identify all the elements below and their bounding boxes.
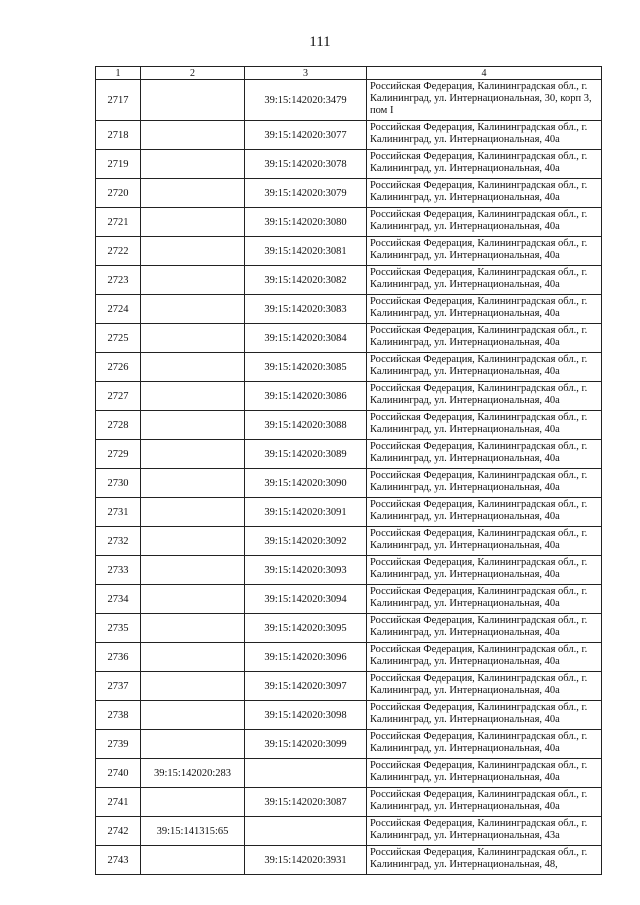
- premise-cadastral-cell: 39:15:142020:3097: [245, 672, 367, 701]
- address-cell: Российская Федерация, Калининградская обл., г. Калининград, ул. Интернациональная, 40а: [367, 324, 602, 353]
- table-row: [96, 730, 602, 759]
- table-row: [96, 440, 602, 469]
- building-cadastral-cell: [141, 353, 245, 382]
- page-number: 111: [309, 34, 331, 50]
- table-row: [96, 556, 602, 585]
- table-row: [96, 324, 602, 353]
- premise-cadastral-cell: 39:15:142020:3096: [245, 643, 367, 672]
- row-number-cell: 2733: [96, 556, 141, 585]
- table-row: [96, 701, 602, 730]
- address-cell: Российская Федерация, Калининградская обл., г. Калининград, ул. Интернациональная, 43а: [367, 817, 602, 846]
- address-cell: Российская Федерация, Калининградская обл., г. Калининград, ул. Интернациональная, 40а: [367, 527, 602, 556]
- address-cell: Российская Федерация, Калининградская обл., г. Калининград, ул. Интернациональная, 40а: [367, 353, 602, 382]
- building-cadastral-cell: [141, 788, 245, 817]
- building-cadastral-cell: [141, 846, 245, 875]
- address-cell: Российская Федерация, Калининградская обл., г. Калининград, ул. Интернациональная, 40а: [367, 237, 602, 266]
- row-number-cell: 2732: [96, 527, 141, 556]
- row-number-cell: 2742: [96, 817, 141, 846]
- address-cell: Российская Федерация, Калининградская обл., г. Калининград, ул. Интернациональная, 40а: [367, 382, 602, 411]
- row-number-cell: 2743: [96, 846, 141, 875]
- building-cadastral-cell: [141, 701, 245, 730]
- building-cadastral-cell: [141, 672, 245, 701]
- table-row: [96, 382, 602, 411]
- row-number-cell: 2735: [96, 614, 141, 643]
- table-row: [96, 527, 602, 556]
- table-row: [96, 585, 602, 614]
- table-row: [96, 179, 602, 208]
- building-cadastral-cell: [141, 556, 245, 585]
- premise-cadastral-cell: 39:15:142020:3080: [245, 208, 367, 237]
- address-cell: Российская Федерация, Калининградская обл., г. Калининград, ул. Интернациональная, 40а: [367, 556, 602, 585]
- premise-cadastral-cell: 39:15:142020:3094: [245, 585, 367, 614]
- building-cadastral-cell: [141, 121, 245, 150]
- address-cell: Российская Федерация, Калининградская обл., г. Калининград, ул. Интернациональная, 40а: [367, 469, 602, 498]
- table-row: [96, 846, 602, 875]
- row-number-cell: 2720: [96, 179, 141, 208]
- row-number-cell: 2719: [96, 150, 141, 179]
- row-number-cell: 2729: [96, 440, 141, 469]
- premise-cadastral-cell: 39:15:142020:3083: [245, 295, 367, 324]
- table-row: [96, 614, 602, 643]
- building-cadastral-cell: [141, 179, 245, 208]
- premise-cadastral-cell: 39:15:142020:3091: [245, 498, 367, 527]
- table-row: [96, 121, 602, 150]
- row-number-cell: 2723: [96, 266, 141, 295]
- building-cadastral-cell: [141, 266, 245, 295]
- row-number-cell: 2738: [96, 701, 141, 730]
- premise-cadastral-cell: 39:15:142020:3081: [245, 237, 367, 266]
- premise-cadastral-cell: 39:15:142020:3085: [245, 353, 367, 382]
- row-number-cell: 2731: [96, 498, 141, 527]
- address-cell: Российская Федерация, Калининградская обл., г. Калининград, ул. Интернациональная, 40а: [367, 208, 602, 237]
- table-row: [96, 788, 602, 817]
- table-row: [96, 150, 602, 179]
- table-row: [96, 208, 602, 237]
- address-cell: Российская Федерация, Калининградская обл., г. Калининград, ул. Интернациональная, 48,: [367, 846, 602, 875]
- building-cadastral-cell: [141, 80, 245, 121]
- table-row: [96, 80, 602, 121]
- premise-cadastral-cell: 39:15:142020:3084: [245, 324, 367, 353]
- row-number-cell: 2718: [96, 121, 141, 150]
- address-cell: Российская Федерация, Калининградская обл., г. Калининград, ул. Интернациональная, 40а: [367, 701, 602, 730]
- address-cell: Российская Федерация, Калининградская обл., г. Калининград, ул. Интернациональная, 40а: [367, 759, 602, 788]
- address-cell: Российская Федерация, Калининградская обл., г. Калининград, ул. Интернациональная, 40а: [367, 150, 602, 179]
- table-row: [96, 353, 602, 382]
- premise-cadastral-cell: 39:15:142020:3092: [245, 527, 367, 556]
- row-number-cell: 2728: [96, 411, 141, 440]
- row-number-cell: 2740: [96, 759, 141, 788]
- building-cadastral-cell: [141, 585, 245, 614]
- address-cell: Российская Федерация, Калининградская обл., г. Калининград, ул. Интернациональная, 30, корп 3, пом I: [367, 80, 602, 121]
- table-row: [96, 643, 602, 672]
- building-cadastral-cell: [141, 440, 245, 469]
- row-number-cell: 2725: [96, 324, 141, 353]
- address-cell: Российская Федерация, Калининградская обл., г. Калининград, ул. Интернациональная, 40а: [367, 788, 602, 817]
- address-cell: Российская Федерация, Калининградская обл., г. Калининград, ул. Интернациональная, 40а: [367, 121, 602, 150]
- building-cadastral-cell: [141, 295, 245, 324]
- table-row: [96, 411, 602, 440]
- address-cell: Российская Федерация, Калининградская обл., г. Калининград, ул. Интернациональная, 40а: [367, 730, 602, 759]
- premise-cadastral-cell: 39:15:142020:3079: [245, 179, 367, 208]
- row-number-cell: 2737: [96, 672, 141, 701]
- premise-cadastral-cell: 39:15:142020:3086: [245, 382, 367, 411]
- row-number-cell: 2721: [96, 208, 141, 237]
- premise-cadastral-cell: [245, 817, 367, 846]
- column-header-2: 2: [141, 67, 245, 80]
- building-cadastral-cell: [141, 324, 245, 353]
- premise-cadastral-cell: 39:15:142020:3090: [245, 469, 367, 498]
- column-header-1: 1: [96, 67, 141, 80]
- premise-cadastral-cell: 39:15:142020:3479: [245, 80, 367, 121]
- table-row: [96, 817, 602, 846]
- building-cadastral-cell: 39:15:141315:65: [141, 817, 245, 846]
- cadastral-table: [95, 66, 602, 875]
- table-row: [96, 759, 602, 788]
- premise-cadastral-cell: 39:15:142020:3087: [245, 788, 367, 817]
- building-cadastral-cell: [141, 382, 245, 411]
- row-number-cell: 2724: [96, 295, 141, 324]
- premise-cadastral-cell: [245, 759, 367, 788]
- premise-cadastral-cell: 39:15:142020:3077: [245, 121, 367, 150]
- building-cadastral-cell: [141, 498, 245, 527]
- table-row: [96, 295, 602, 324]
- table-header-row: [96, 67, 602, 80]
- row-number-cell: 2727: [96, 382, 141, 411]
- table-row: [96, 672, 602, 701]
- row-number-cell: 2741: [96, 788, 141, 817]
- building-cadastral-cell: [141, 411, 245, 440]
- address-cell: Российская Федерация, Калининградская обл., г. Калининград, ул. Интернациональная, 40а: [367, 498, 602, 527]
- premise-cadastral-cell: 39:15:142020:3098: [245, 701, 367, 730]
- premise-cadastral-cell: 39:15:142020:3093: [245, 556, 367, 585]
- building-cadastral-cell: [141, 614, 245, 643]
- row-number-cell: 2739: [96, 730, 141, 759]
- column-header-3: 3: [245, 67, 367, 80]
- address-cell: Российская Федерация, Калининградская обл., г. Калининград, ул. Интернациональная, 40а: [367, 295, 602, 324]
- row-number-cell: 2730: [96, 469, 141, 498]
- address-cell: Российская Федерация, Калининградская обл., г. Калининград, ул. Интернациональная, 40а: [367, 179, 602, 208]
- address-cell: Российская Федерация, Калининградская обл., г. Калининград, ул. Интернациональная, 40а: [367, 643, 602, 672]
- premise-cadastral-cell: 39:15:142020:3931: [245, 846, 367, 875]
- building-cadastral-cell: [141, 730, 245, 759]
- address-cell: Российская Федерация, Калининградская обл., г. Калининград, ул. Интернациональная, 40а: [367, 672, 602, 701]
- building-cadastral-cell: [141, 150, 245, 179]
- row-number-cell: 2726: [96, 353, 141, 382]
- building-cadastral-cell: [141, 527, 245, 556]
- address-cell: Российская Федерация, Калининградская обл., г. Калининград, ул. Интернациональная, 40а: [367, 585, 602, 614]
- premise-cadastral-cell: 39:15:142020:3099: [245, 730, 367, 759]
- building-cadastral-cell: [141, 643, 245, 672]
- address-cell: Российская Федерация, Калининградская обл., г. Калининград, ул. Интернациональная, 40а: [367, 440, 602, 469]
- table-row: [96, 498, 602, 527]
- table-row: [96, 469, 602, 498]
- table-row: [96, 237, 602, 266]
- row-number-cell: 2717: [96, 80, 141, 121]
- premise-cadastral-cell: 39:15:142020:3089: [245, 440, 367, 469]
- premise-cadastral-cell: 39:15:142020:3095: [245, 614, 367, 643]
- address-cell: Российская Федерация, Калининградская обл., г. Калининград, ул. Интернациональная, 40а: [367, 266, 602, 295]
- address-cell: Российская Федерация, Калининградская обл., г. Калининград, ул. Интернациональная, 40а: [367, 411, 602, 440]
- table-row: [96, 266, 602, 295]
- premise-cadastral-cell: 39:15:142020:3078: [245, 150, 367, 179]
- address-cell: Российская Федерация, Калининградская обл., г. Калининград, ул. Интернациональная, 40а: [367, 614, 602, 643]
- building-cadastral-cell: [141, 208, 245, 237]
- building-cadastral-cell: [141, 469, 245, 498]
- premise-cadastral-cell: 39:15:142020:3088: [245, 411, 367, 440]
- row-number-cell: 2722: [96, 237, 141, 266]
- row-number-cell: 2734: [96, 585, 141, 614]
- building-cadastral-cell: [141, 237, 245, 266]
- premise-cadastral-cell: 39:15:142020:3082: [245, 266, 367, 295]
- building-cadastral-cell: 39:15:142020:283: [141, 759, 245, 788]
- column-header-4: 4: [367, 67, 602, 80]
- row-number-cell: 2736: [96, 643, 141, 672]
